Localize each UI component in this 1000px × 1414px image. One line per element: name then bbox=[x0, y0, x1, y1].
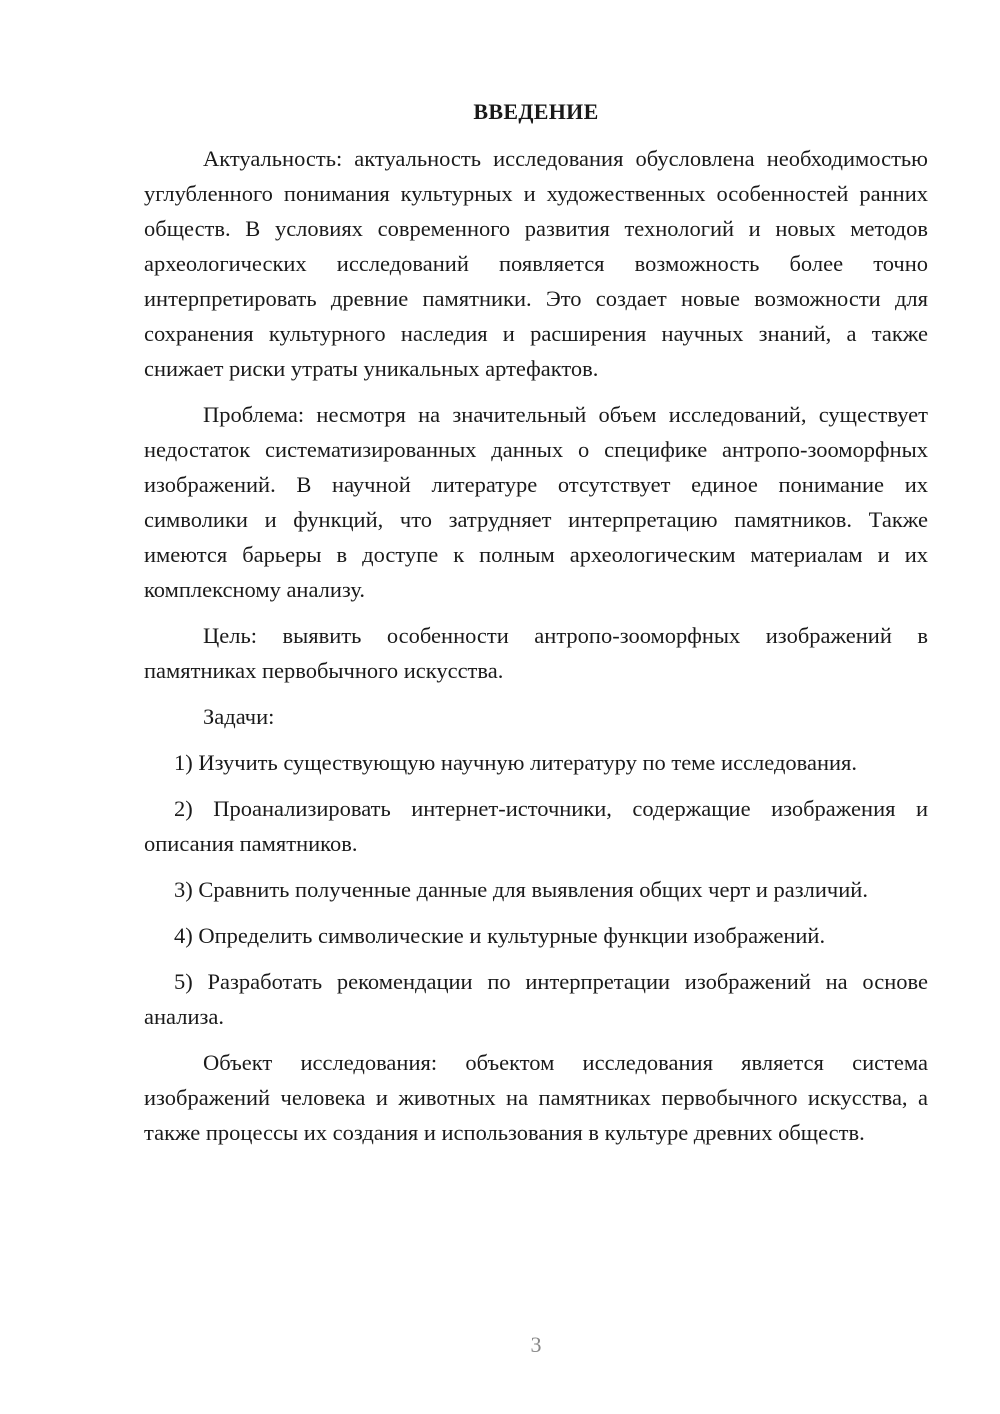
paragraph-relevance: Актуальность: актуальность исследования обусловлена необходимостью углубленного понимания культурных и художественных особенностей ранних обществ. В условиях современного развития технологий и новых методов археологических исследований появляется возможность более точно интерпретировать древние памятники. Это создает новые возможности для сохранения культурного наследия и расширения научных знаний, а также снижает риски утраты уникальных артефактов. bbox=[144, 146, 928, 381]
task-item-3: 3) Сравнить полученные данные для выявления общих черт и различий. bbox=[174, 877, 868, 902]
page-number: 3 bbox=[530, 1332, 542, 1357]
task-item-1: 1) Изучить существующую научную литературу по теме исследования. bbox=[174, 750, 858, 775]
task-item-4: 4) Определить символические и культурные функции изображений. bbox=[174, 923, 826, 948]
page-content bbox=[144, 94, 928, 1161]
paragraph-goal: Цель: выявить особенности антропо-зооморфных изображений в памятниках первобычного искусства. bbox=[144, 623, 928, 683]
task-item-2: 2) Проанализировать интернет-источники, содержащие изображения и описания памятников. bbox=[144, 796, 928, 856]
section-heading: ВВЕДЕНИЕ bbox=[473, 99, 599, 124]
tasks-label: Задачи: bbox=[203, 704, 275, 729]
task-item-5: 5) Разработать рекомендации по интерпретации изображений на основе анализа. bbox=[144, 969, 928, 1029]
paragraph-problem: Проблема: несмотря на значительный объем исследований, существует недостаток систематизированных данных о специфике антропо-зооморфных изображений. В научной литературе отсутствует единое понимание их символики и функций, что затрудняет интерпретацию памятников. Также имеются барьеры в доступе к полным археологическим материалам и их комплексному анализу. bbox=[144, 402, 928, 602]
paragraph-object: Объект исследования: объектом исследования является система изображений человека и животных на памятниках первобычного искусства, а также процессы их создания и использования в культуре древних обществ. bbox=[144, 1050, 928, 1145]
